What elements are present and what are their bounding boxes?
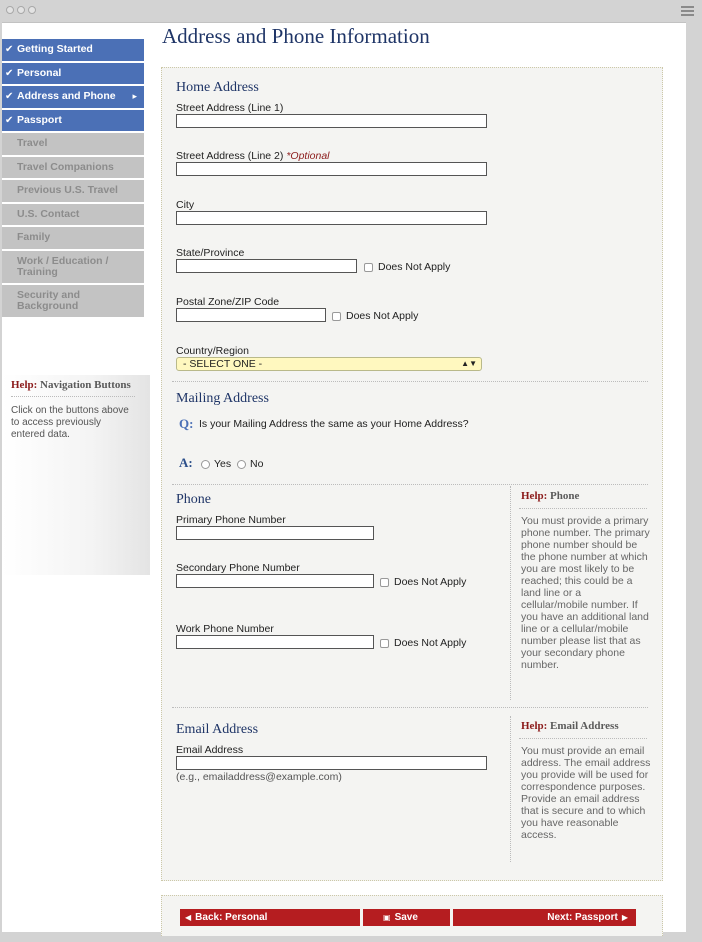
country-select-value: - SELECT ONE - bbox=[183, 358, 263, 370]
zip-input[interactable] bbox=[176, 308, 326, 322]
sidebar-item-label: Travel bbox=[17, 137, 48, 149]
mailing-same-yes[interactable] bbox=[201, 458, 231, 470]
checkbox-label: Does Not Apply bbox=[394, 637, 467, 649]
sidebar-item-label: Getting Started bbox=[17, 43, 93, 55]
zip-dna-checkbox[interactable] bbox=[332, 312, 341, 321]
email-input[interactable] bbox=[176, 756, 487, 770]
check-icon: ✔ bbox=[5, 67, 14, 79]
back-button-label: Back: Personal bbox=[195, 912, 268, 923]
sidebar-item-travel-companions[interactable] bbox=[2, 157, 144, 179]
home-address-heading: Home Address bbox=[176, 80, 259, 95]
checkbox-label: Does Not Apply bbox=[346, 310, 419, 322]
window-titlebar bbox=[0, 0, 702, 23]
mailing-same-no[interactable] bbox=[237, 458, 263, 470]
sidebar-item-label: Address and Phone bbox=[17, 90, 116, 102]
divider bbox=[172, 707, 648, 708]
street2-label bbox=[176, 150, 330, 162]
zoom-window-dot[interactable] bbox=[28, 6, 36, 14]
help-title: Email Address bbox=[550, 720, 619, 732]
save-button-label: Save bbox=[394, 912, 418, 923]
email-hint: (e.g., emailaddress@example.com) bbox=[176, 771, 342, 783]
next-button-label: Next: Passport bbox=[547, 912, 618, 923]
check-icon: ✔ bbox=[5, 91, 14, 102]
email-help-box bbox=[510, 716, 651, 862]
street2-label-text: Street Address (Line 2) bbox=[176, 150, 284, 162]
check-icon: ✔ bbox=[5, 44, 14, 55]
sidebar-item-address-and-phone[interactable] bbox=[2, 86, 144, 108]
work-phone-label: Work Phone Number bbox=[176, 623, 274, 635]
email-label: Email Address bbox=[176, 744, 244, 756]
work-phone-input[interactable] bbox=[176, 635, 374, 649]
sidebar-item-label: Travel Companions bbox=[17, 160, 114, 173]
state-does-not-apply[interactable] bbox=[364, 261, 450, 273]
help-body: Click on the buttons above to access previously entered data. bbox=[11, 405, 129, 440]
divider bbox=[519, 738, 647, 739]
radio-label: No bbox=[250, 458, 264, 470]
sidebar-item-label: Security and Background bbox=[17, 288, 81, 312]
left-arrow-icon: ◀ bbox=[185, 913, 192, 922]
sidebar-nav bbox=[2, 39, 144, 319]
sidebar-item-getting-started[interactable] bbox=[2, 39, 144, 61]
primary-phone-label: Primary Phone Number bbox=[176, 514, 286, 526]
sidebar-item-label: Work / Education / Training bbox=[17, 254, 109, 278]
checkbox-label: Does Not Apply bbox=[394, 576, 467, 588]
help-label: Help: bbox=[521, 490, 548, 502]
help-label: Help: bbox=[521, 720, 548, 732]
floppy-disk-icon: ▣ bbox=[383, 913, 391, 922]
current-arrow-icon: ▸ bbox=[132, 91, 137, 101]
yes-radio[interactable] bbox=[201, 460, 210, 469]
close-window-dot[interactable] bbox=[6, 6, 14, 14]
help-title: Navigation Buttons bbox=[40, 379, 131, 391]
right-arrow-icon: ▶ bbox=[621, 913, 628, 922]
checkbox-label: Does Not Apply bbox=[378, 261, 451, 273]
help-label: Help: bbox=[11, 379, 38, 391]
state-dna-checkbox[interactable] bbox=[364, 263, 373, 272]
hamburger-menu-icon[interactable] bbox=[681, 6, 694, 16]
sidebar-item-us-contact[interactable] bbox=[2, 204, 144, 226]
next-button[interactable] bbox=[453, 909, 636, 926]
sidebar-item-passport[interactable] bbox=[2, 110, 144, 132]
help-body: You must provide a primary phone number. The primary phone number should be the phone number at which you are most likely to be reached; this could be a land line or a cellular/mobile number. If you have an additional land line or a cellular/mobile number please list that as your secondary phone number. bbox=[521, 515, 650, 671]
no-radio[interactable] bbox=[237, 460, 246, 469]
state-input[interactable] bbox=[176, 259, 357, 273]
street2-input[interactable] bbox=[176, 162, 487, 176]
zip-does-not-apply[interactable] bbox=[332, 310, 418, 322]
secondary-dna-checkbox[interactable] bbox=[380, 578, 389, 587]
city-label: City bbox=[176, 199, 195, 211]
country-select[interactable] bbox=[176, 357, 482, 371]
city-input[interactable] bbox=[176, 211, 487, 225]
sidebar-item-work-education[interactable] bbox=[2, 251, 144, 283]
divider bbox=[172, 381, 648, 382]
navigation-help-box bbox=[2, 375, 150, 575]
check-icon: ✔ bbox=[5, 114, 14, 126]
secondary-phone-label: Secondary Phone Number bbox=[176, 562, 300, 574]
secondary-does-not-apply[interactable] bbox=[380, 576, 466, 588]
primary-phone-input[interactable] bbox=[176, 526, 374, 540]
divider bbox=[11, 396, 135, 397]
minimize-window-dot[interactable] bbox=[17, 6, 25, 14]
divider bbox=[519, 508, 647, 509]
email-heading: Email Address bbox=[176, 722, 259, 737]
sidebar-item-previous-us-travel[interactable] bbox=[2, 180, 144, 202]
updown-chevron-icon: ▲▼ bbox=[461, 359, 477, 368]
save-button[interactable] bbox=[363, 909, 450, 926]
sidebar-item-label: Personal bbox=[17, 66, 62, 79]
window-controls[interactable] bbox=[6, 6, 36, 14]
sidebar-item-label: U.S. Contact bbox=[17, 207, 80, 220]
sidebar-item-family[interactable] bbox=[2, 227, 144, 249]
zip-label: Postal Zone/ZIP Code bbox=[176, 296, 280, 308]
work-dna-checkbox[interactable] bbox=[380, 639, 389, 648]
sidebar-item-label: Passport bbox=[17, 113, 62, 126]
state-label: State/Province bbox=[176, 247, 245, 259]
sidebar-item-personal[interactable] bbox=[2, 63, 144, 85]
work-does-not-apply[interactable] bbox=[380, 637, 466, 649]
sidebar-item-label: Previous U.S. Travel bbox=[17, 184, 118, 196]
sidebar-item-label: Family bbox=[17, 231, 51, 243]
answer-marker: A: bbox=[179, 455, 193, 470]
optional-note: *Optional bbox=[286, 150, 330, 162]
sidebar-item-travel[interactable] bbox=[2, 133, 144, 155]
sidebar-item-security-background[interactable] bbox=[2, 285, 144, 317]
help-heading bbox=[521, 490, 579, 502]
page-title: Address and Phone Information bbox=[162, 24, 430, 48]
secondary-phone-input[interactable] bbox=[176, 574, 374, 588]
window-frame-right bbox=[686, 22, 702, 942]
phone-help-box bbox=[510, 486, 648, 700]
street1-label: Street Address (Line 1) bbox=[176, 102, 284, 114]
divider bbox=[172, 484, 648, 485]
help-heading bbox=[11, 379, 131, 391]
mailing-address-heading: Mailing Address bbox=[176, 391, 269, 406]
question-marker: Q: bbox=[179, 416, 194, 431]
country-label: Country/Region bbox=[176, 345, 249, 357]
help-heading bbox=[521, 720, 619, 732]
mailing-question: Is your Mailing Address the same as your Home Address? bbox=[199, 418, 469, 430]
phone-heading: Phone bbox=[176, 492, 211, 507]
back-button[interactable] bbox=[180, 909, 360, 926]
help-body: You must provide an email address. The email address you provide will be used for correspondence purposes. Provide an email address that is secure and to which you have reasonable access. bbox=[521, 745, 651, 841]
help-title: Phone bbox=[550, 490, 580, 502]
street1-input[interactable] bbox=[176, 114, 487, 128]
radio-label: Yes bbox=[214, 458, 232, 470]
